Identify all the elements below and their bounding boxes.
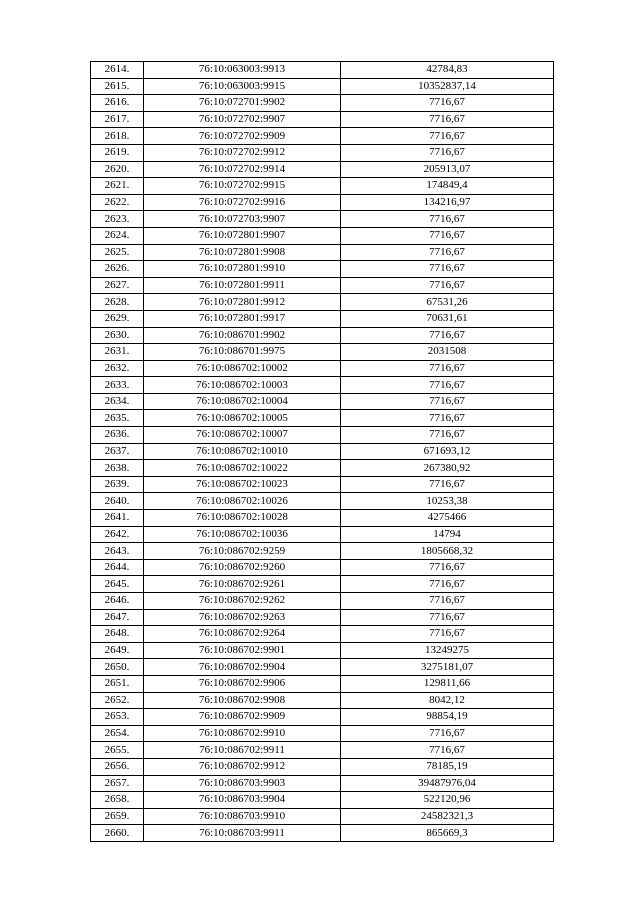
table-row	[91, 128, 554, 145]
cadastral-value-cell: 7716,67	[341, 476, 554, 493]
cadastral-number-cell: 76:10:086702:10002	[144, 360, 341, 377]
row-number-cell: 2648.	[91, 626, 144, 643]
row-number-cell: 2640.	[91, 493, 144, 510]
table-row	[91, 460, 554, 477]
cadastral-number-cell: 76:10:086702:9263	[144, 609, 341, 626]
cadastral-number-cell: 76:10:086702:10036	[144, 526, 341, 543]
cadastral-value-cell: 7716,67	[341, 609, 554, 626]
cadastral-value-cell: 7716,67	[341, 725, 554, 742]
row-number-cell: 2633.	[91, 377, 144, 394]
row-number-cell: 2627.	[91, 277, 144, 294]
cadastral-number-cell: 76:10:086702:10003	[144, 377, 341, 394]
cadastral-number-cell: 76:10:086702:9910	[144, 725, 341, 742]
cadastral-number-cell: 76:10:086702:9264	[144, 626, 341, 643]
table-row	[91, 95, 554, 112]
cadastral-number-cell: 76:10:072702:9915	[144, 178, 341, 195]
table-row	[91, 825, 554, 842]
cadastral-value-cell: 174849,4	[341, 178, 554, 195]
row-number-cell: 2622.	[91, 194, 144, 211]
cadastral-number-cell: 76:10:086702:9908	[144, 692, 341, 709]
cadastral-number-cell: 76:10:086702:9909	[144, 709, 341, 726]
cadastral-number-cell: 76:10:086703:9910	[144, 808, 341, 825]
cadastral-number-cell: 76:10:072801:9907	[144, 227, 341, 244]
row-number-cell: 2620.	[91, 161, 144, 178]
cadastral-number-cell: 76:10:086702:9261	[144, 576, 341, 593]
row-number-cell: 2645.	[91, 576, 144, 593]
table-row	[91, 78, 554, 95]
table-row	[91, 675, 554, 692]
row-number-cell: 2660.	[91, 825, 144, 842]
row-number-cell: 2652.	[91, 692, 144, 709]
table-row	[91, 626, 554, 643]
row-number-cell: 2644.	[91, 559, 144, 576]
row-number-cell: 2629.	[91, 310, 144, 327]
cadastral-value-cell: 1805668,32	[341, 543, 554, 560]
cadastral-value-cell: 267380,92	[341, 460, 554, 477]
cadastral-number-cell: 76:10:086702:10007	[144, 427, 341, 444]
cadastral-number-cell: 76:10:086702:10028	[144, 510, 341, 527]
cadastral-value-cell: 7716,67	[341, 410, 554, 427]
cadastral-value-cell: 7716,67	[341, 211, 554, 228]
row-number-cell: 2646.	[91, 593, 144, 610]
cadastral-number-cell: 76:10:086702:9904	[144, 659, 341, 676]
cadastral-value-cell: 39487976,04	[341, 775, 554, 792]
cadastral-number-cell: 76:10:086702:9912	[144, 758, 341, 775]
cadastral-value-cell: 10352837,14	[341, 78, 554, 95]
cadastral-value-cell: 7716,67	[341, 427, 554, 444]
cadastral-number-cell: 76:10:063003:9915	[144, 78, 341, 95]
row-number-cell: 2626.	[91, 261, 144, 278]
cadastral-number-cell: 76:10:072702:9909	[144, 128, 341, 145]
table-row	[91, 493, 554, 510]
row-number-cell: 2647.	[91, 609, 144, 626]
cadastral-number-cell: 76:10:086702:9259	[144, 543, 341, 560]
row-number-cell: 2636.	[91, 427, 144, 444]
row-number-cell: 2656.	[91, 758, 144, 775]
table-row	[91, 344, 554, 361]
row-number-cell: 2634.	[91, 393, 144, 410]
cadastral-value-cell: 10253,38	[341, 493, 554, 510]
cadastral-value-cell: 865669,3	[341, 825, 554, 842]
table-row	[91, 393, 554, 410]
table-row	[91, 609, 554, 626]
cadastral-value-cell: 78185,19	[341, 758, 554, 775]
table-row	[91, 742, 554, 759]
cadastral-number-cell: 76:10:086703:9904	[144, 792, 341, 809]
table-row	[91, 510, 554, 527]
row-number-cell: 2618.	[91, 128, 144, 145]
cadastral-value-cell: 7716,67	[341, 327, 554, 344]
cadastral-value-cell: 134216,97	[341, 194, 554, 211]
cadastral-number-cell: 76:10:086702:9260	[144, 559, 341, 576]
table-row	[91, 526, 554, 543]
row-number-cell: 2635.	[91, 410, 144, 427]
cadastral-number-cell: 76:10:072801:9908	[144, 244, 341, 261]
table-row	[91, 559, 554, 576]
table-row	[91, 161, 554, 178]
cadastral-value-cell: 42784,83	[341, 62, 554, 79]
cadastral-value-table	[90, 61, 554, 842]
table-row	[91, 427, 554, 444]
table-row	[91, 659, 554, 676]
cadastral-value-cell: 129811,66	[341, 675, 554, 692]
row-number-cell: 2654.	[91, 725, 144, 742]
cadastral-number-cell: 76:10:086703:9903	[144, 775, 341, 792]
cadastral-value-cell: 7716,67	[341, 227, 554, 244]
cadastral-number-cell: 76:10:072801:9912	[144, 294, 341, 311]
table-row	[91, 593, 554, 610]
row-number-cell: 2619.	[91, 144, 144, 161]
cadastral-value-cell: 7716,67	[341, 111, 554, 128]
table-row	[91, 310, 554, 327]
cadastral-value-cell: 7716,67	[341, 261, 554, 278]
cadastral-number-cell: 76:10:086702:10010	[144, 443, 341, 460]
table-row	[91, 642, 554, 659]
row-number-cell: 2623.	[91, 211, 144, 228]
table-row	[91, 227, 554, 244]
cadastral-number-cell: 76:10:086702:10004	[144, 393, 341, 410]
row-number-cell: 2653.	[91, 709, 144, 726]
cadastral-number-cell: 76:10:072801:9911	[144, 277, 341, 294]
table-row	[91, 377, 554, 394]
row-number-cell: 2615.	[91, 78, 144, 95]
table-row	[91, 294, 554, 311]
cadastral-value-cell: 7716,67	[341, 559, 554, 576]
cadastral-number-cell: 76:10:072703:9907	[144, 211, 341, 228]
table-row	[91, 277, 554, 294]
cadastral-number-cell: 76:10:086702:9906	[144, 675, 341, 692]
cadastral-number-cell: 76:10:086702:9901	[144, 642, 341, 659]
row-number-cell: 2628.	[91, 294, 144, 311]
row-number-cell: 2659.	[91, 808, 144, 825]
cadastral-number-cell: 76:10:072702:9916	[144, 194, 341, 211]
row-number-cell: 2632.	[91, 360, 144, 377]
cadastral-number-cell: 76:10:072801:9910	[144, 261, 341, 278]
table-body	[91, 62, 554, 842]
row-number-cell: 2643.	[91, 543, 144, 560]
cadastral-value-cell: 3275181,07	[341, 659, 554, 676]
cadastral-value-cell: 13249275	[341, 642, 554, 659]
cadastral-value-cell: 671693,12	[341, 443, 554, 460]
cadastral-value-cell: 24582321,3	[341, 808, 554, 825]
row-number-cell: 2657.	[91, 775, 144, 792]
cadastral-number-cell: 76:10:086702:10005	[144, 410, 341, 427]
cadastral-value-cell: 522120,96	[341, 792, 554, 809]
row-number-cell: 2614.	[91, 62, 144, 79]
row-number-cell: 2642.	[91, 526, 144, 543]
table-row	[91, 476, 554, 493]
row-number-cell: 2658.	[91, 792, 144, 809]
table-row	[91, 178, 554, 195]
cadastral-number-cell: 76:10:072701:9902	[144, 95, 341, 112]
cadastral-number-cell: 76:10:086702:9911	[144, 742, 341, 759]
row-number-cell: 2639.	[91, 476, 144, 493]
cadastral-number-cell: 76:10:086702:9262	[144, 593, 341, 610]
table-row	[91, 725, 554, 742]
cadastral-value-cell: 7716,67	[341, 742, 554, 759]
table-row	[91, 692, 554, 709]
cadastral-value-cell: 8042,12	[341, 692, 554, 709]
table-row	[91, 327, 554, 344]
table-row	[91, 775, 554, 792]
cadastral-number-cell: 76:10:086701:9902	[144, 327, 341, 344]
row-number-cell: 2649.	[91, 642, 144, 659]
cadastral-value-cell: 4275466	[341, 510, 554, 527]
cadastral-value-cell: 2031508	[341, 344, 554, 361]
table-row	[91, 244, 554, 261]
row-number-cell: 2621.	[91, 178, 144, 195]
table-row	[91, 576, 554, 593]
cadastral-value-cell: 98854,19	[341, 709, 554, 726]
cadastral-value-cell: 7716,67	[341, 360, 554, 377]
table-row	[91, 709, 554, 726]
table-row	[91, 792, 554, 809]
table-row	[91, 360, 554, 377]
cadastral-number-cell: 76:10:063003:9913	[144, 62, 341, 79]
cadastral-value-cell: 70631,61	[341, 310, 554, 327]
cadastral-value-cell: 7716,67	[341, 128, 554, 145]
table-row	[91, 443, 554, 460]
cadastral-number-cell: 76:10:072702:9914	[144, 161, 341, 178]
cadastral-number-cell: 76:10:086701:9975	[144, 344, 341, 361]
table-row	[91, 194, 554, 211]
cadastral-value-cell: 7716,67	[341, 576, 554, 593]
cadastral-value-cell: 7716,67	[341, 626, 554, 643]
cadastral-number-cell: 76:10:072702:9912	[144, 144, 341, 161]
table-row	[91, 261, 554, 278]
row-number-cell: 2616.	[91, 95, 144, 112]
cadastral-number-cell: 76:10:072702:9907	[144, 111, 341, 128]
table-row	[91, 543, 554, 560]
row-number-cell: 2625.	[91, 244, 144, 261]
cadastral-number-cell: 76:10:086702:10022	[144, 460, 341, 477]
row-number-cell: 2641.	[91, 510, 144, 527]
row-number-cell: 2655.	[91, 742, 144, 759]
cadastral-value-cell: 7716,67	[341, 393, 554, 410]
row-number-cell: 2624.	[91, 227, 144, 244]
cadastral-value-cell: 7716,67	[341, 144, 554, 161]
row-number-cell: 2637.	[91, 443, 144, 460]
cadastral-number-cell: 76:10:072801:9917	[144, 310, 341, 327]
cadastral-value-cell: 7716,67	[341, 593, 554, 610]
row-number-cell: 2650.	[91, 659, 144, 676]
table-row	[91, 111, 554, 128]
cadastral-value-cell: 205913,07	[341, 161, 554, 178]
cadastral-number-cell: 76:10:086702:10026	[144, 493, 341, 510]
cadastral-value-cell: 14794	[341, 526, 554, 543]
cadastral-number-cell: 76:10:086703:9911	[144, 825, 341, 842]
cadastral-value-cell: 7716,67	[341, 377, 554, 394]
table-row	[91, 62, 554, 79]
row-number-cell: 2638.	[91, 460, 144, 477]
cadastral-value-cell: 7716,67	[341, 95, 554, 112]
cadastral-value-cell: 7716,67	[341, 244, 554, 261]
row-number-cell: 2630.	[91, 327, 144, 344]
table-row	[91, 758, 554, 775]
cadastral-value-cell: 67531,26	[341, 294, 554, 311]
table-row	[91, 808, 554, 825]
table-row	[91, 410, 554, 427]
table-row	[91, 211, 554, 228]
table-row	[91, 144, 554, 161]
row-number-cell: 2617.	[91, 111, 144, 128]
cadastral-number-cell: 76:10:086702:10023	[144, 476, 341, 493]
row-number-cell: 2651.	[91, 675, 144, 692]
cadastral-value-cell: 7716,67	[341, 277, 554, 294]
row-number-cell: 2631.	[91, 344, 144, 361]
